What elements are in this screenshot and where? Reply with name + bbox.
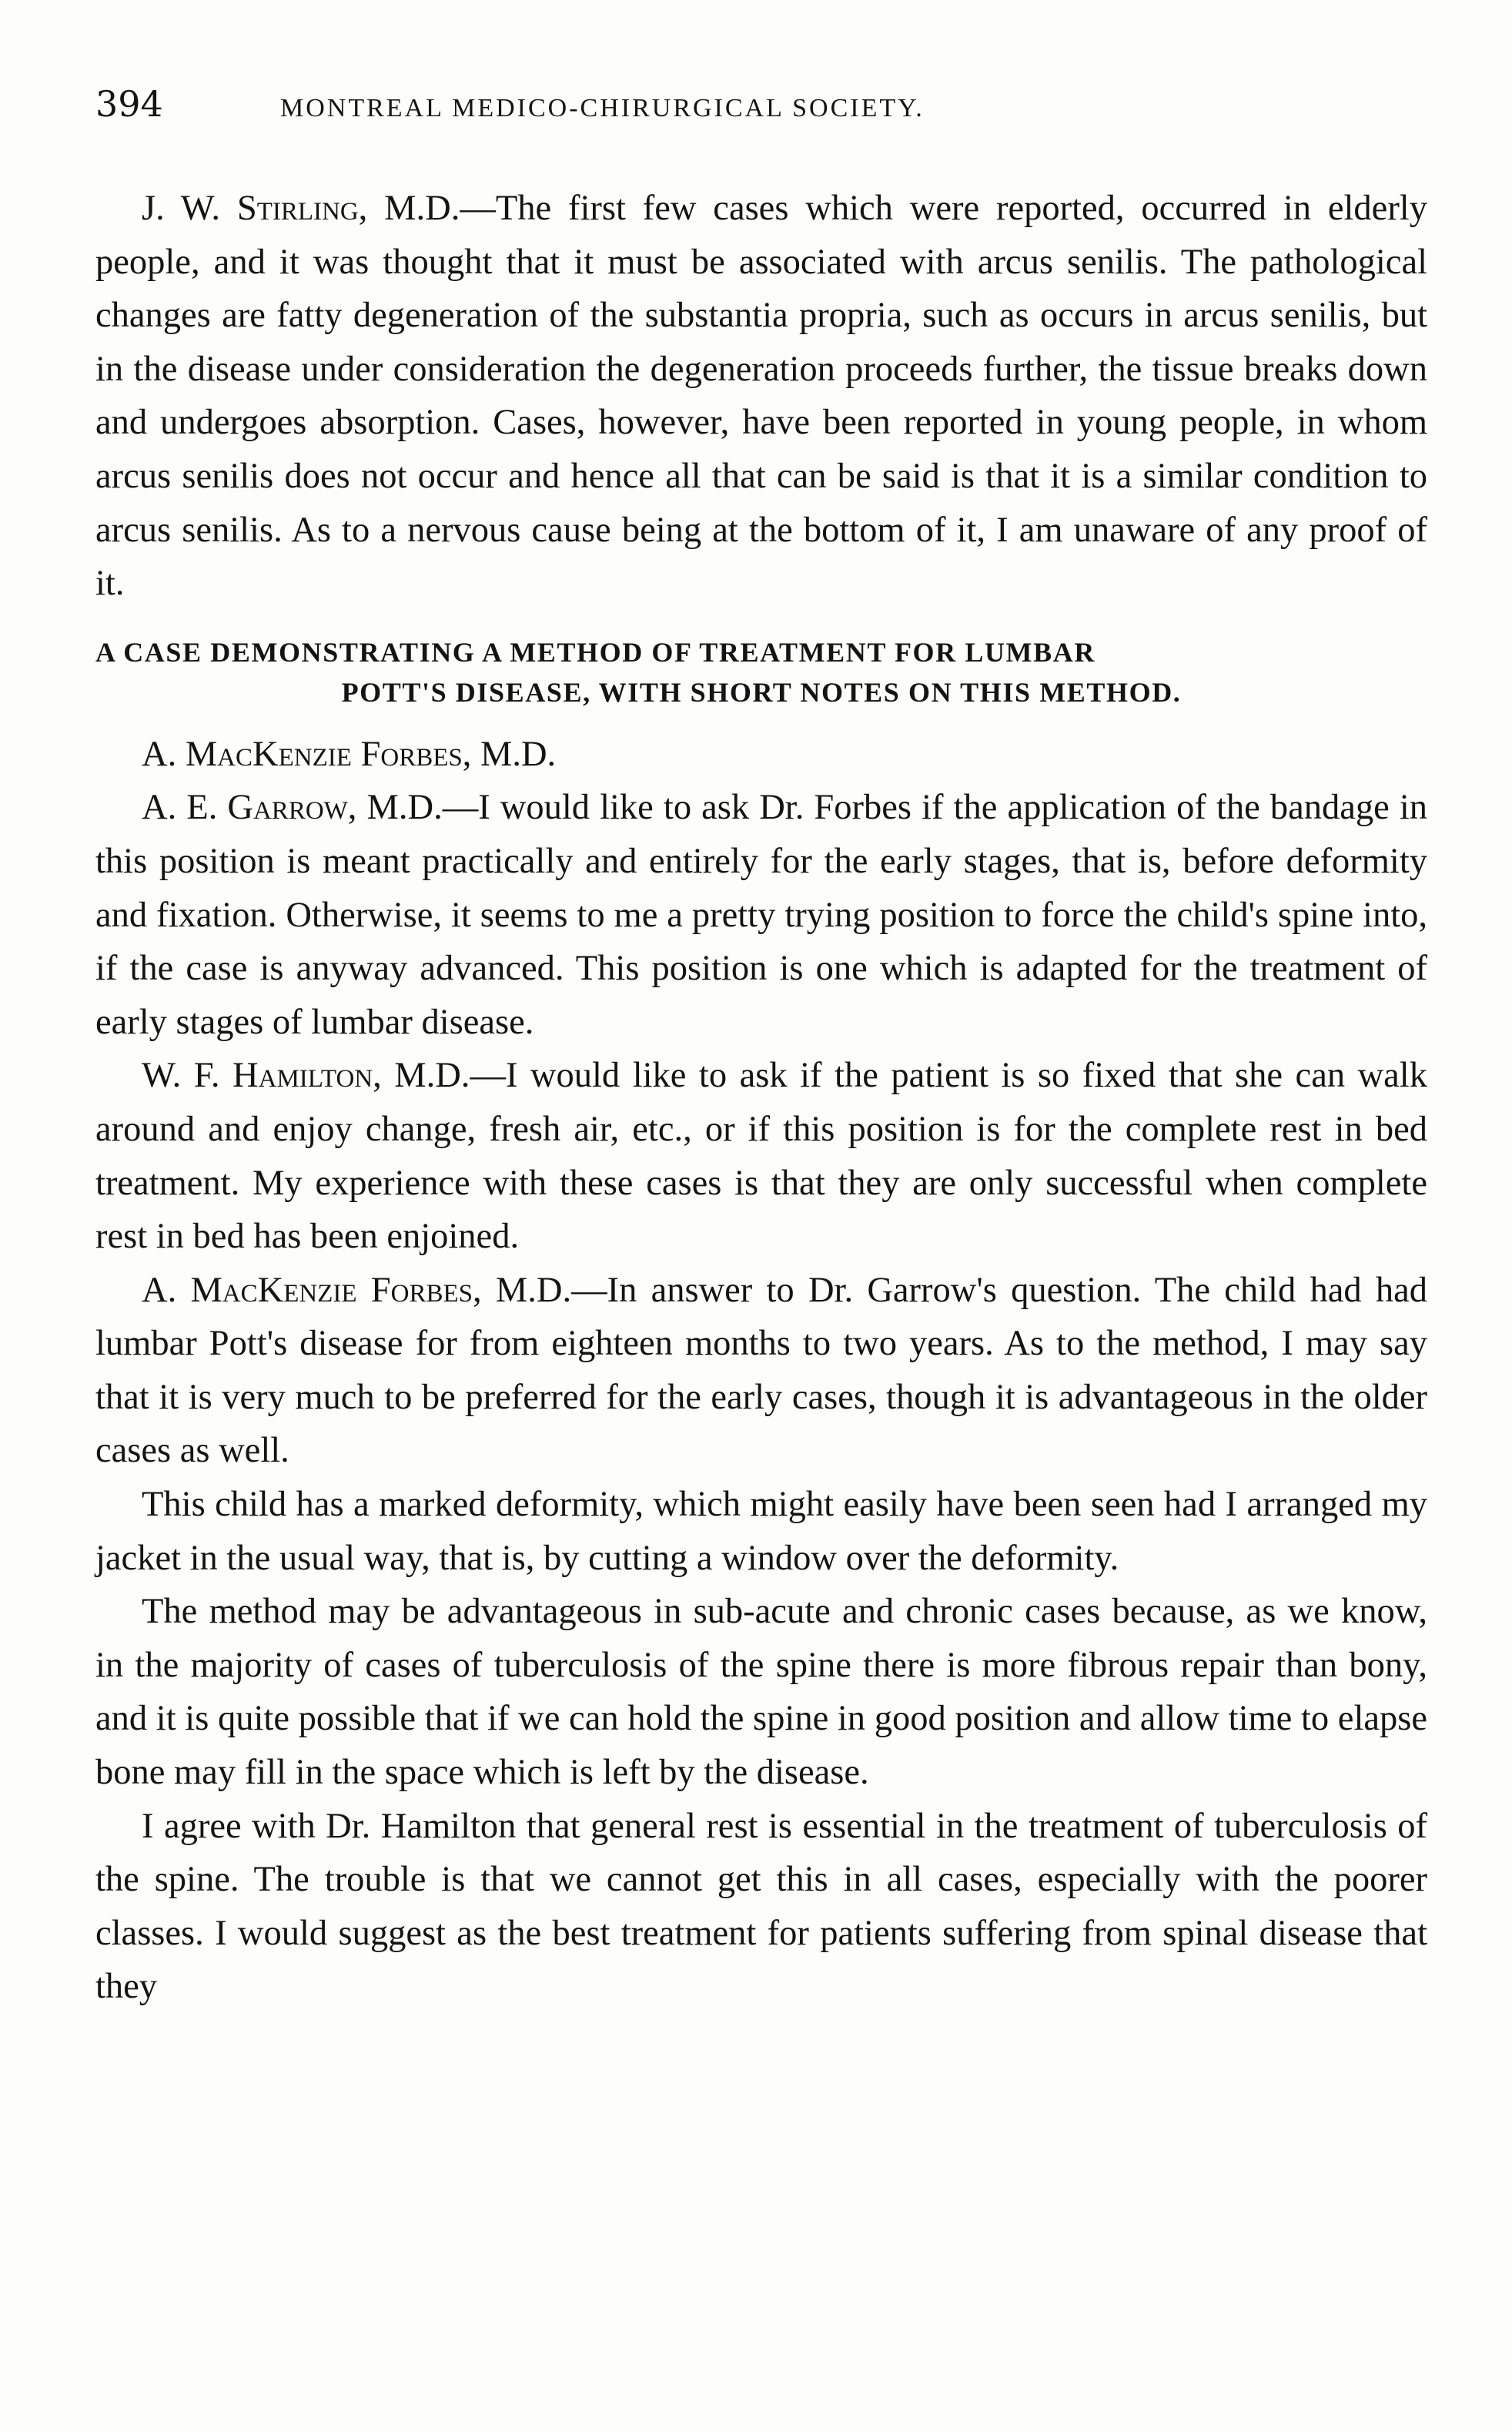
heading-line-2: POTT'S DISEASE, WITH SHORT NOTES ON THIS METHOD. xyxy=(341,676,1182,708)
paragraph-hamilton xyxy=(95,1049,1427,1263)
speaker-name: A. E. Garrow, M.D. xyxy=(142,788,443,828)
paragraph-stirling xyxy=(95,182,1427,611)
body-text xyxy=(95,182,1427,2014)
paragraph-rest xyxy=(95,1800,1427,2014)
paragraph-forbes-answer xyxy=(95,1264,1427,1478)
paragraph-text: The method may be advantageous in sub-acute and chronic cases because, as we know, in the majority of cases of tuberculosis of the spine there is more fibrous repair than bony, and it is quite possible that if we can hold the spine in good position and allow time to elapse bone may fill in the space which is left by the disease. xyxy=(95,1592,1427,1793)
speaker-name: W. F. Hamilton, M.D. xyxy=(142,1056,470,1096)
paragraph-method xyxy=(95,1585,1427,1799)
speaker-name: J. W. Stirling, M.D. xyxy=(142,189,460,228)
paragraph-text: —I would like to ask if the patient is so fixed that she can walk around and enjoy change, fresh air, etc., or if this position is for the complete rest in bed treatment. My experience with these cases is that they are only successful when complete rest in bed has been enjoined. xyxy=(95,1056,1427,1257)
paragraph-deformity xyxy=(95,1478,1427,1585)
paragraph-text: —I would like to ask Dr. Forbes if the application of the bandage in this position is meant practically and entirely for the early stages, that is, before deformity and fixation. Otherwise, it seems to me a pretty trying position to force the child's spine into, if the case is anyway advanced. This position is one which is adapted for the treatment of early stages of lumbar disease. xyxy=(95,788,1428,1042)
journal-title: MONTREAL MEDICO-CHIRURGICAL SOCIETY. xyxy=(280,94,925,122)
page-number: 394 xyxy=(95,83,163,125)
paragraph-text: I agree with Dr. Hamilton that general rest is essential in the treatment of tuberculosis of the spine. The trouble is that we cannot get this in all cases, especially with the poorer classes. I would suggest as the best treatment for patients suffering from spinal disease that they xyxy=(95,1806,1427,2007)
speaker-name: A. MacKenzie Forbes, M.D. xyxy=(142,734,557,774)
section-heading xyxy=(95,632,1427,712)
paragraph-text: —The first few cases which were reported, occurred in elderly people, and it was thought that it must be associated with arcus senilis. The pathological changes are fatty degeneration of the substantia propria, such as occurs in arcus senilis, but in the disease under consideration the degeneration proceeds further, the tissue breaks down and undergoes absorption. Cases, however, have been reported in young people, in whom arcus senilis does not occur and hence all that can be said is that it is a similar condition to arcus senilis. As to a nervous cause being at the bottom of it, I am unaware of any proof of it. xyxy=(95,189,1427,604)
running-head xyxy=(95,83,1427,142)
paragraph-text: This child has a marked deformity, which might easily have been seen had I arranged my jacket in the usual way, that is, by cutting a window over the deformity. xyxy=(95,1485,1427,1578)
paragraph-text: —In answer to Dr. Garrow's question. The child had had lumbar Pott's disease for from eighteen months to two years. As to the method, I may say that it is very much to be preferred for the early cases, though it is advantageous in the older cases as well. xyxy=(95,1270,1428,1471)
paragraph-forbes-presenter xyxy=(95,728,1427,782)
heading-line-1: A CASE DEMONSTRATING A METHOD OF TREATMENT FOR LUMBAR xyxy=(95,636,1096,668)
paragraph-garrow xyxy=(95,781,1427,1049)
speaker-name: A. MacKenzie Forbes, M.D. xyxy=(142,1270,572,1310)
